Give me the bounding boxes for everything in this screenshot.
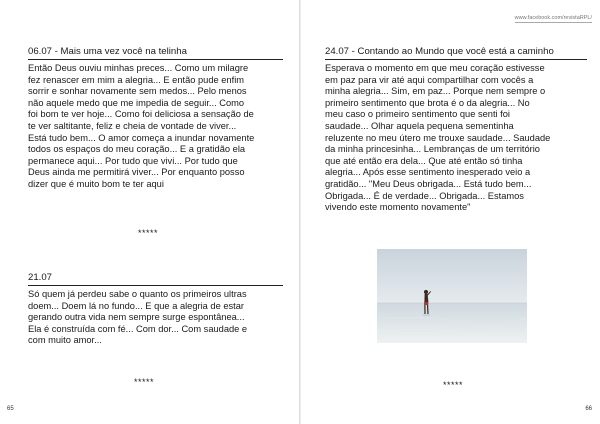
entry-body: Então Deus ouviu minhas preces... Como um milagre fez renascer em mim a alegria... E então pude enfim sorrir e sonhar novamente sem medos... Pelo menos não aquele medo que me impedia de seguir... Como foi bom te ver hoje... Como foi deliciosa a sensação de te ver saltitante, feliz e cheia de vontade de viver... Está tudo bem... O amor começa a inundar novamente todos os espaços do meu coração... E a gratidão ela permanece aqui... Por tudo que vivi... Por tudo que Deus ainda me permitirá viver... Por enquanto posso dizer que é muito bom te ter aqui: [28, 63, 255, 189]
entry-heading: 21.07: [28, 272, 53, 283]
entry-heading: 24.07 - Contando ao Mundo que você está a caminho: [325, 46, 554, 57]
left-page: [0, 0, 299, 424]
entry-2407: [325, 46, 587, 214]
heading-rule: [28, 285, 283, 286]
page-number: 65: [7, 406, 14, 412]
entry-body: Esperava o momento em que meu coração estivesse em paz para vir até aqui compartilhar com vocês a minha alegria... Sim, em paz... Porque nem sempre o primeiro sentimento que brota é o da alegria... No meu caso o primeiro sentimento que senti foi saudade... Olhar aquela pequena sementinha reluzente no meu útero me trouxe saudade... Saudade da minha princesinha... Lembranças de um território que até então era dela... Que até então só tinha alegria... Após esse sentimento inesperado veio a gratidão... "Meu Deus obrigada... Está tudo bem... Obrigada... É de verdade... Obrigada... Estamos vivendo este momento novamente": [325, 63, 551, 213]
entry-heading: 06.07 - Mais uma vez você na telinha: [28, 46, 187, 57]
heading-rule: [325, 59, 587, 60]
separator-stars: *****: [138, 228, 159, 238]
right-page: [301, 0, 600, 424]
facebook-url: www.facebook.com/revistaRPL/: [514, 15, 592, 21]
page-number: 66: [585, 406, 592, 412]
entry-body: Só quem já perdeu sabe o quanto os primeiros ultras doem... Doem lá no fundo... E que a alegria de estar gerando outra vida nem sempre surge espontânea... Ela é construída com fé... Com dor... Com saudade e com muito amor...: [28, 289, 248, 346]
heading-rule: [28, 59, 283, 60]
separator-stars: *****: [134, 377, 155, 387]
entry-0607: [28, 46, 283, 191]
separator-stars: *****: [443, 380, 464, 390]
beach-photo-icon: [377, 249, 527, 343]
entry-2107: [28, 272, 283, 347]
